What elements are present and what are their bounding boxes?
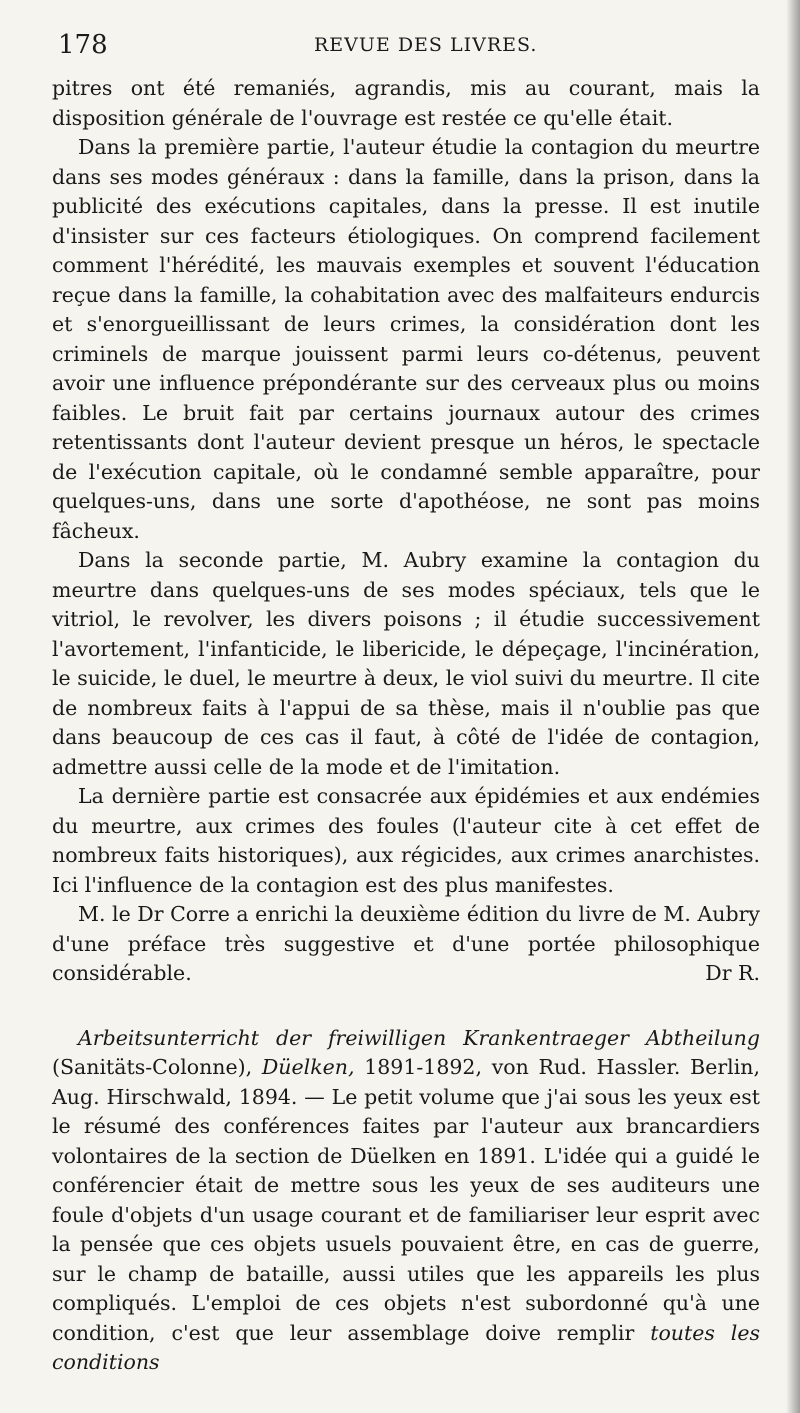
reviewer-signature: Dr R. xyxy=(705,961,760,985)
review-text: 1891-1892, von Rud. Hassler. Berlin, Aug. Hirschwald, 1894. — Le petit volume que j'ai sous les yeux est le résumé des conférences faites par l'auteur aux brancardiers volontaires de la section de Düelken en 1891. L'idée qui a guidé le conférencier était de mettre sous les yeux de ses auditeurs une foule d'objets d'un usage courant et de familiariser leur esprit avec la pensée que ces objets usuels pouvaient être, en cas de guerre, sur le champ de bataille, aussi utiles que les appareils les plus compliqués. L'emploi de ces objets n'est subordonné qu'à une condition, c'est que leur assemblage doive remplir xyxy=(52,1055,760,1345)
section-gap xyxy=(52,989,760,1024)
review-paragraph: Dans la première partie, l'auteur étudie la contagion du meurtre dans ses modes généraux : dans la famille, dans la prison, dans la publicité des exécutions capitales, dans la presse. Il est inutile d'insister sur ces facteurs étiologiques. On comprend facilement comment l'hérédité, les mauvais exemples et souvent l'éducation reçue dans la famille, la cohabitation avec des malfaiteurs endurcis et s'enorgueillissant de leurs crimes, la considération dont les criminels de marque jouissent parmi leurs co-détenus, peuvent avoir une influence prépondérante sur des cerveaux plus ou moins faibles. Le bruit fait par certains journaux autour des crimes retentissants dont l'auteur devient presque un héros, le spectacle de l'exécution capitale, où le condamné semble apparaître, pour quelques-uns, dans une sorte d'apothéose, ne sont pas moins fâcheux. xyxy=(52,135,760,543)
page-header xyxy=(58,28,758,68)
book-place: Düelken, xyxy=(261,1055,355,1079)
page-edge-shadow xyxy=(786,0,800,1413)
page-body xyxy=(52,74,760,1378)
review-entry xyxy=(52,1024,760,1378)
book-title: Arbeitsunterricht der freiwilligen Krankentraeger Abtheilung xyxy=(78,1025,760,1050)
review-paragraph: pitres ont été remaniés, agrandis, mis au courant, mais la disposition générale de l'ouvrage est restée ce qu'elle était. xyxy=(52,76,760,130)
page-number: 178 xyxy=(58,30,108,60)
review-paragraph: Dans la seconde partie, M. Aubry examine la contagion du meurtre dans quelques-uns de ses modes spéciaux, tels que le vitriol, le revolver, les divers poisons ; il étudie successivement l'avortement, l'infanticide, le libericide, le dépeçage, l'incinération, le suicide, le duel, le meurtre à deux, le viol suivi du meurtre. Il cite de nombreux faits à l'appui de sa thèse, mais il n'oublie pas que dans beaucoup de ces cas il faut, à côté de l'idée de contagion, admettre aussi celle de la mode et de l'imitation. xyxy=(52,548,760,779)
book-subtitle: (Sanitäts-Colonne), xyxy=(52,1055,262,1079)
review-paragraph: La dernière partie est consacrée aux épidémies et aux endémies du meurtre, aux crimes des foules (l'auteur cite à cet effet de nombreux faits historiques), aux régicides, aux crimes anarchistes. Ici l'influence de la contagion est des plus manifestes. xyxy=(52,784,760,897)
closing-italic: toutes les conditions xyxy=(52,1320,760,1374)
review-paragraph: M. le Dr Corre a enrichi la deuxième édition du livre de M. Aubry d'une préface très suggestive et d'une portée philosophique considérable. xyxy=(52,902,760,985)
running-head: REVUE DES LIVRES. xyxy=(314,34,538,56)
